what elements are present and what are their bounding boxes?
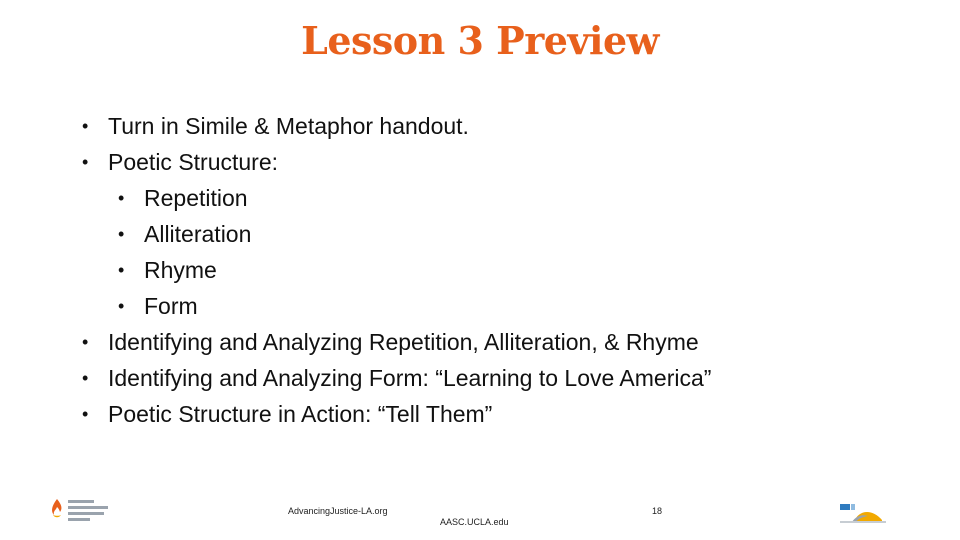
flame-icon bbox=[50, 498, 64, 520]
aasc-logo-icon bbox=[838, 502, 888, 524]
bullet-text: Poetic Structure: bbox=[108, 149, 279, 175]
bullet-text: Identifying and Analyzing Form: “Learning to Love America” bbox=[108, 365, 712, 391]
bullet-text: Alliteration bbox=[144, 221, 252, 247]
bullet-item bbox=[82, 144, 711, 180]
bullet-text: Turn in Simile & Metaphor handout. bbox=[108, 113, 469, 139]
advancing-justice-logo-icon bbox=[50, 496, 110, 524]
bullet-item bbox=[82, 324, 711, 360]
bullet-text: Repetition bbox=[144, 185, 248, 211]
bullet-list bbox=[82, 108, 711, 432]
bullet-text: Poetic Structure in Action: “Tell Them” bbox=[108, 401, 493, 427]
bullet-icon: • bbox=[82, 404, 89, 424]
bullet-icon: • bbox=[118, 188, 125, 208]
bullet-icon: • bbox=[82, 368, 89, 388]
bullet-icon: • bbox=[118, 224, 125, 244]
bullet-icon: • bbox=[118, 260, 125, 280]
bullet-icon: • bbox=[118, 296, 125, 316]
footer-left-url: AdvancingJustice-LA.org bbox=[288, 506, 388, 516]
bullet-icon: • bbox=[82, 332, 89, 352]
sub-bullet-item bbox=[82, 252, 711, 288]
sub-bullet-item bbox=[82, 216, 711, 252]
bullet-text: Identifying and Analyzing Repetition, Alliteration, & Rhyme bbox=[108, 329, 699, 355]
bullet-item bbox=[82, 396, 711, 432]
bullet-text: Form bbox=[144, 293, 198, 319]
footer-center-url: AASC.UCLA.edu bbox=[440, 517, 509, 527]
bullet-item bbox=[82, 108, 711, 144]
sub-bullet-item bbox=[82, 288, 711, 324]
page-number: 18 bbox=[652, 506, 663, 516]
bullet-icon: • bbox=[82, 116, 89, 136]
bullet-item bbox=[82, 360, 711, 396]
bullet-icon: • bbox=[82, 152, 89, 172]
slide-title: Lesson 3 Preview bbox=[301, 18, 659, 63]
sub-bullet-item bbox=[82, 180, 711, 216]
bullet-text: Rhyme bbox=[144, 257, 217, 283]
